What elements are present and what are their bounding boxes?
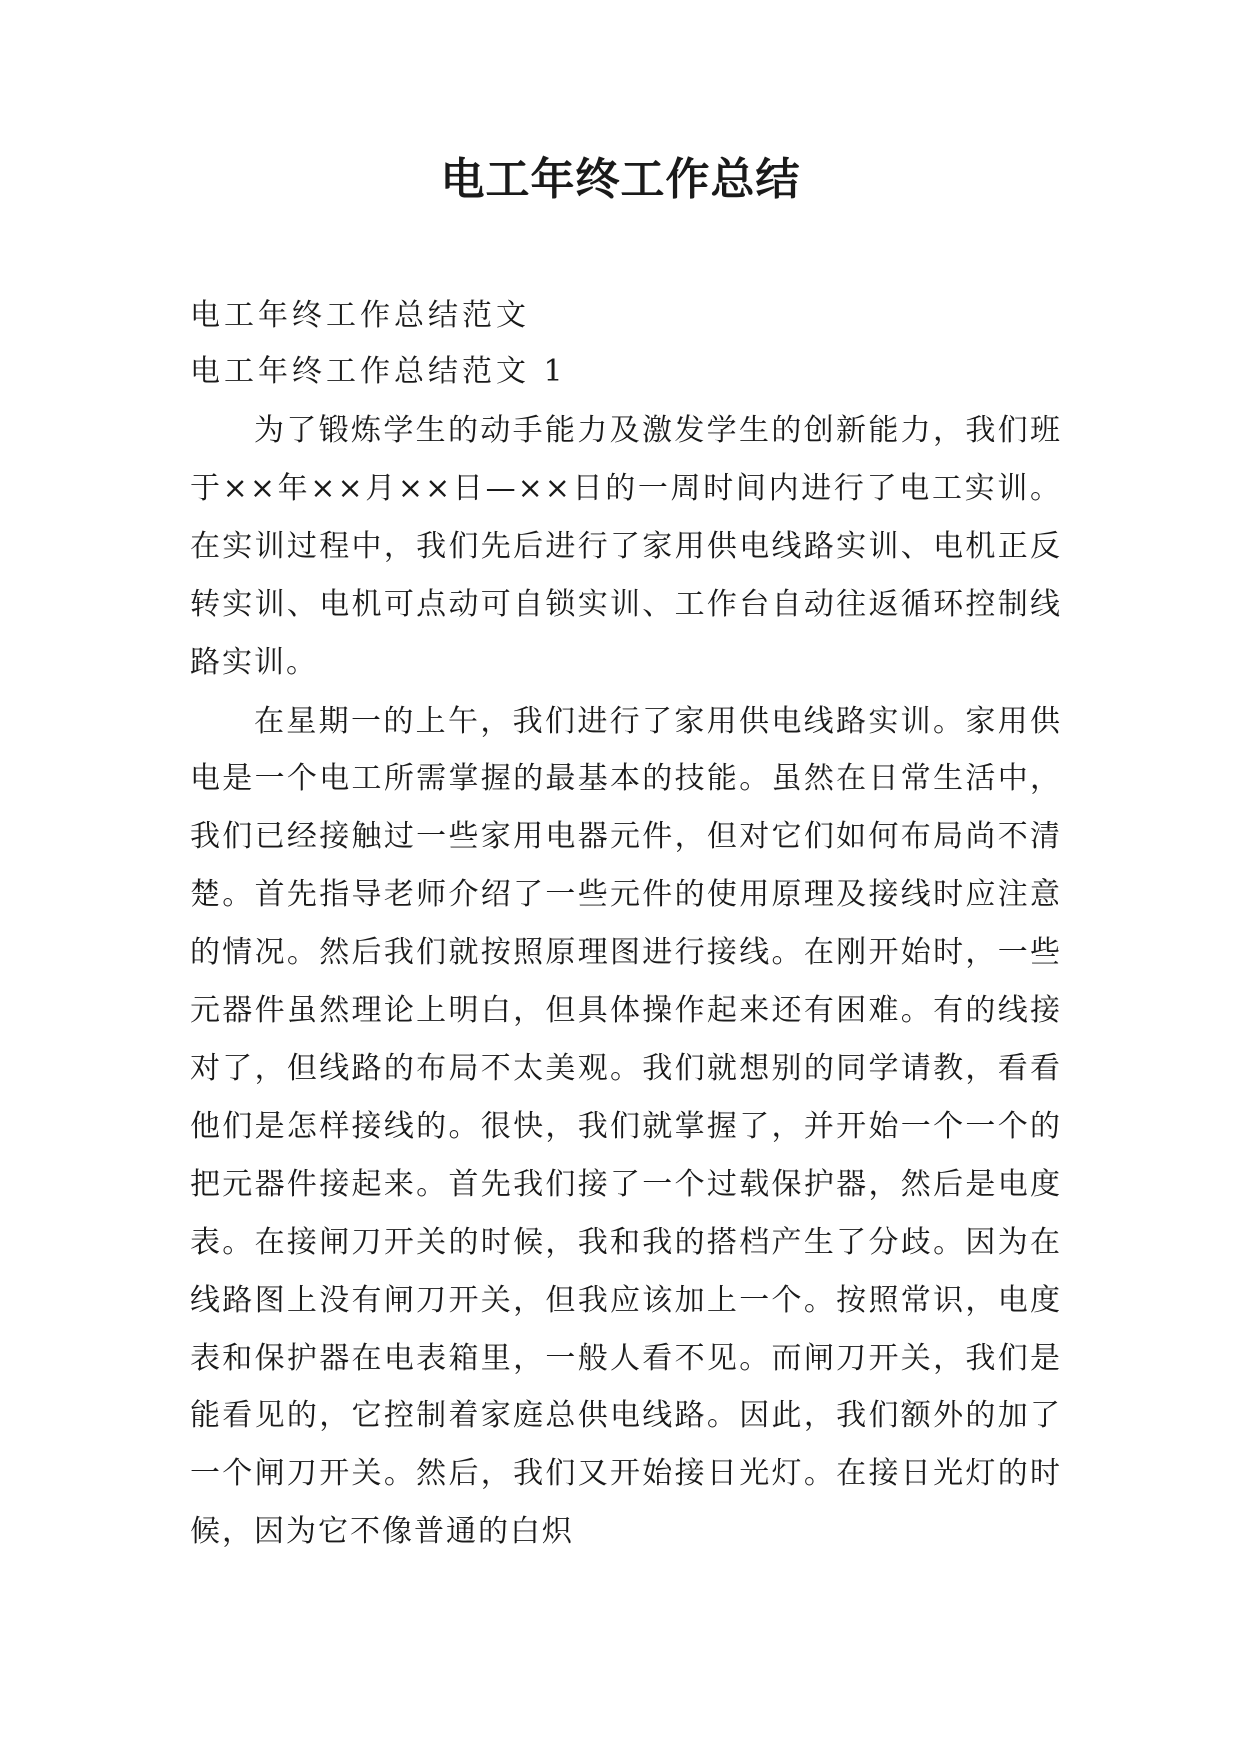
document-title: 电工年终工作总结 xyxy=(440,154,801,205)
document-subtitle: 电工年终工作总结范文 xyxy=(190,298,530,333)
document-body xyxy=(190,288,1062,1561)
paragraph-1: 为了锻炼学生的动手能力及激发学生的创新能力，我们班于××年××月××日—××日的一周时间内进行了电工实训。在实训过程中，我们先后进行了家用供电线路实训、电机正反转实训、电机可点动可自锁实训、工作台自动往返循环控制线路实训。 xyxy=(190,413,1062,680)
paragraph-2: 在星期一的上午，我们进行了家用供电线路实训。家用供电是一个电工所需掌握的最基本的技能。虽然在日常生活中，我们已经接触过一些家用电器元件，但对它们如何布局尚不清楚。首先指导老师介绍了一些元件的使用原理及接线时应注意的情况。然后我们就按照原理图进行接线。在刚开始时，一些元器件虽然理论上明白，但具体操作起来还有困难。有的线接对了，但线路的布局不太美观。我们就想别的同学请教，看看他们是怎样接线的。很快，我们就掌握了，并开始一个一个的把元器件接起来。首先我们接了一个过载保护器，然后是电度表。在接闸刀开关的时候，我和我的搭档产生了分歧。因为在线路图上没有闸刀开关，但我应该加上一个。按照常识，电度表和保护器在电表箱里，一般人看不见。而闸刀开关，我们是能看见的，它控制着家庭总供电线路。因此，我们额外的加了一个闸刀开关。然后，我们又开始接日光灯。在接日光灯的时候，因为它不像普通的白炽 xyxy=(190,703,1062,1550)
section-heading: 电工年终工作总结范文 1 xyxy=(190,354,567,389)
